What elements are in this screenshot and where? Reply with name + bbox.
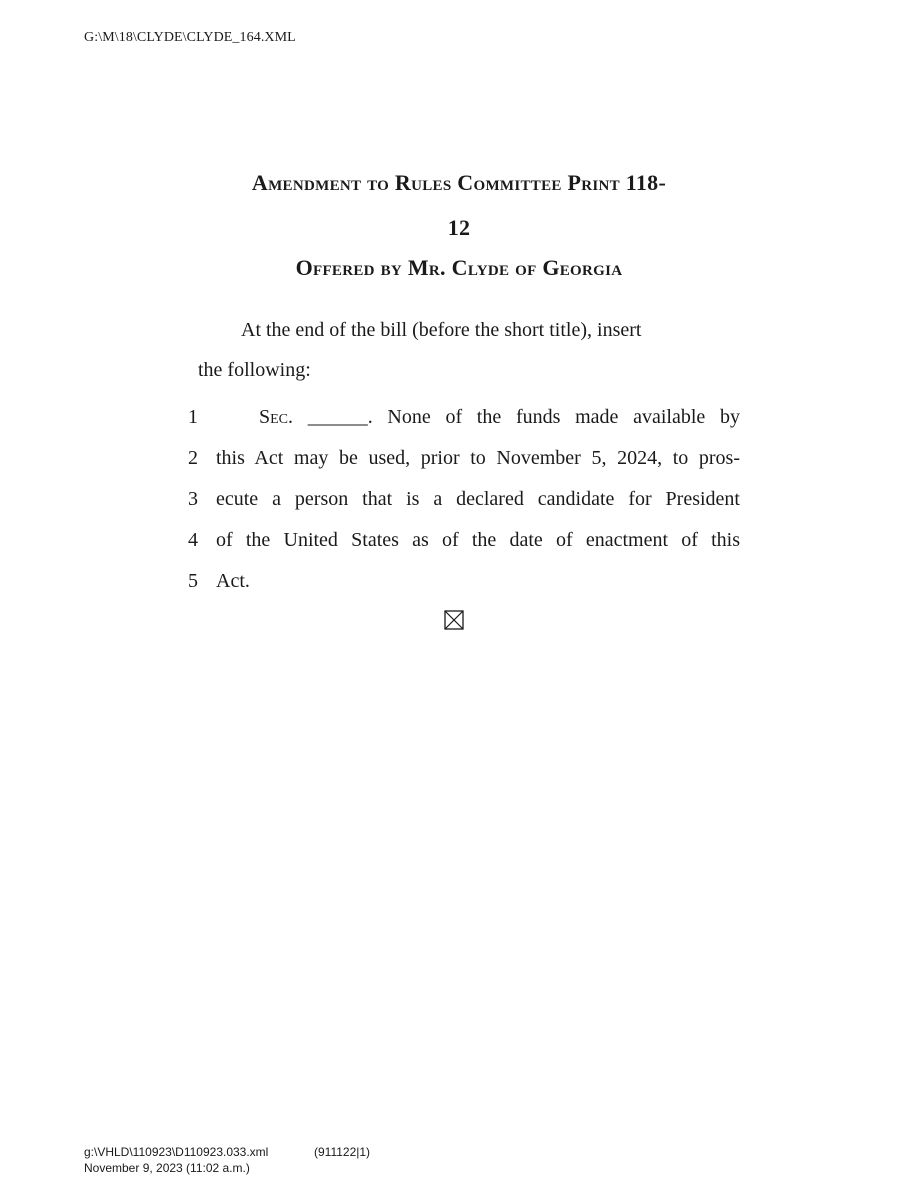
amendment-title: Amendment to Rules Committee Print 118- — [251, 170, 667, 195]
instruction-text: At the end of the bill (before the short title), insert — [241, 319, 642, 341]
bill-text-line — [180, 561, 740, 602]
line-number: 5 — [188, 570, 198, 592]
bill-text-line — [180, 479, 740, 520]
end-of-text-box-icon — [444, 610, 464, 630]
offered-by-line: Offered by Mr. Clyde of Georgia — [295, 255, 623, 280]
document-file-path: G:\M\18\CLYDE\CLYDE_164.XML — [84, 30, 296, 45]
line-text: ecute a person that is a declared candidate for President — [216, 488, 740, 510]
line-text: of the United States as of the date of enactment of this — [216, 529, 740, 551]
line-text — [259, 397, 740, 438]
line-text: this Act may be used, prior to November 5, 2024, to pros- — [216, 447, 740, 469]
line-number: 1 — [188, 406, 198, 428]
bill-text-line — [180, 438, 740, 479]
footer-file-path: g:\VHLD\110923\D110923.033.xml — [84, 1145, 269, 1159]
line-number: 3 — [188, 488, 198, 510]
footer-date: November 9, 2023 (11:02 a.m.) — [84, 1161, 250, 1175]
line-number: 4 — [188, 529, 198, 551]
section-text: ______. None of the funds made available by — [293, 406, 740, 428]
line-text: Act. — [216, 570, 250, 592]
amendment-title-continued: 12 — [447, 215, 471, 240]
footer-version-code: (911122|1) — [314, 1145, 371, 1159]
bill-text-line — [180, 397, 740, 438]
bill-text-line — [180, 520, 740, 561]
instruction-text-continued: the following: — [198, 359, 311, 381]
section-label: Sec. — [259, 406, 294, 428]
footer-file-info — [84, 1145, 371, 1159]
line-number: 2 — [188, 447, 198, 469]
